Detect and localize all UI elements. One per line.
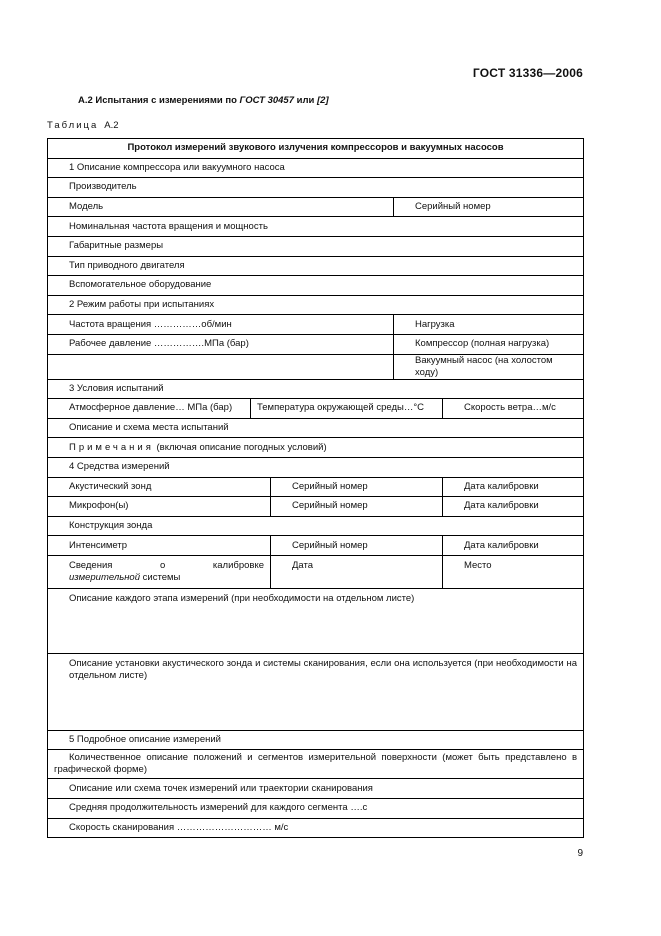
table-row [48, 555, 584, 588]
microphone-field: Микрофон(ы) [48, 497, 271, 517]
calibration-info-italic: измерительной [69, 571, 140, 583]
manufacturer-field: Производитель [48, 178, 584, 198]
calibration-place-field: Место [443, 555, 584, 588]
table-row [48, 197, 584, 217]
table-label [47, 120, 119, 131]
scan-setup-field: Описание установки акустического зонда и системы сканирования, если она используется (при необходимости на отдельном листе) [48, 653, 584, 730]
intensimeter-field: Интенсиметр [48, 536, 271, 556]
table-row [48, 256, 584, 276]
load-field: Нагрузка [394, 315, 584, 335]
microphone-serial-field: Серийный номер [271, 497, 443, 517]
section-5-heading: 5 Подробное описание измерений [48, 730, 584, 750]
table-row [48, 418, 584, 438]
empty-cell [48, 354, 394, 379]
table-row [48, 139, 584, 159]
vacuum-idle-field: Вакуумный насос (на холостом ходу) [394, 354, 584, 379]
table-row [48, 334, 584, 354]
table-title: Протокол измерений звукового излучения компрессоров и вакуумных насосов [48, 139, 584, 159]
calibration-info-line1: Сведения о калибровке [69, 559, 264, 571]
section-1-heading: 1 Описание компрессора или вакуумного насоса [48, 158, 584, 178]
calibration-info-field [48, 555, 271, 588]
table-row [48, 750, 584, 779]
calibration-date-field: Дата [271, 555, 443, 588]
table-row [48, 276, 584, 296]
wind-speed-field: Скорость ветра…м/с [443, 399, 584, 419]
quant-description-field: Количественное описание положений и сегментов измерительной поверхности (может быть представлено в графической форме) [48, 750, 584, 779]
table-row [48, 236, 584, 256]
table-row [48, 730, 584, 750]
pressure-field: Рабочее давление …………….МПа (бар) [48, 334, 394, 354]
scan-speed-field: Скорость сканирования ………………………… м/с [48, 818, 584, 838]
calibration-info-line2 [69, 572, 180, 583]
avg-duration-field: Средняя продолжительность измерений для каждого сегмента ….с [48, 799, 584, 819]
table-row [48, 315, 584, 335]
aux-equipment-field: Вспомогательное оборудование [48, 276, 584, 296]
section-ref-bib: [2] [317, 95, 329, 106]
rated-speed-power-field: Номинальная частота вращения и мощность [48, 217, 584, 237]
intensimeter-serial-field: Серийный номер [271, 536, 443, 556]
table-row [48, 653, 584, 730]
table-row [48, 217, 584, 237]
microphone-calibration-field: Дата калибровки [443, 497, 584, 517]
probe-serial-field: Серийный номер [271, 477, 443, 497]
probe-calibration-field: Дата калибровки [443, 477, 584, 497]
intensimeter-calibration-field: Дата калибровки [443, 536, 584, 556]
table-row [48, 818, 584, 838]
table-row [48, 799, 584, 819]
table-label-word: Таблица [47, 120, 99, 131]
compressor-load-field: Компрессор (полная нагрузка) [394, 334, 584, 354]
dimensions-field: Габаритные размеры [48, 236, 584, 256]
table-row [48, 438, 584, 458]
table-row [48, 399, 584, 419]
serial-field: Серийный номер [394, 197, 584, 217]
note-field [48, 438, 584, 458]
document-id: ГОСТ 31336—2006 [472, 66, 583, 80]
section-heading [78, 95, 329, 106]
table-row [48, 588, 584, 653]
page-number: 9 [577, 848, 583, 859]
table-row [48, 497, 584, 517]
table-row [48, 779, 584, 799]
table-row [48, 516, 584, 536]
table-row [48, 354, 584, 379]
note-word: Примечания [69, 441, 154, 453]
table-label-number: А.2 [104, 120, 119, 131]
section-3-heading: 3 Условия испытаний [48, 379, 584, 399]
note-text: (включая описание погодных условий) [153, 441, 327, 453]
section-ref-gost: ГОСТ 30457 [239, 95, 295, 106]
atm-pressure-field: Атмосферное давление… МПа (бар) [48, 399, 251, 419]
table-row [48, 477, 584, 497]
section-2-heading: 2 Режим работы при испытаниях [48, 295, 584, 315]
probe-design-field: Конструкция зонда [48, 516, 584, 536]
site-description-field: Описание и схема места испытаний [48, 418, 584, 438]
drive-type-field: Тип приводного двигателя [48, 256, 584, 276]
table-row [48, 178, 584, 198]
table-row [48, 379, 584, 399]
section-title-prefix: А.2 Испытания с измерениями по [78, 95, 240, 106]
table-row [48, 536, 584, 556]
table-row [48, 295, 584, 315]
speed-field: Частота вращения ……………об/мин [48, 315, 394, 335]
table-row [48, 158, 584, 178]
section-title-mid: или [294, 95, 318, 106]
model-field: Модель [48, 197, 394, 217]
points-description-field: Описание или схема точек измерений или траектории сканирования [48, 779, 584, 799]
stage-description-field: Описание каждого этапа измерений (при необходимости на отдельном листе) [48, 588, 584, 653]
temperature-field: Температура окружающей среды…°С [251, 399, 443, 419]
probe-field: Акустический зонд [48, 477, 271, 497]
calibration-info-rest: системы [140, 571, 181, 583]
protocol-table [47, 138, 584, 838]
table-row [48, 457, 584, 477]
section-4-heading: 4 Средства измерений [48, 457, 584, 477]
